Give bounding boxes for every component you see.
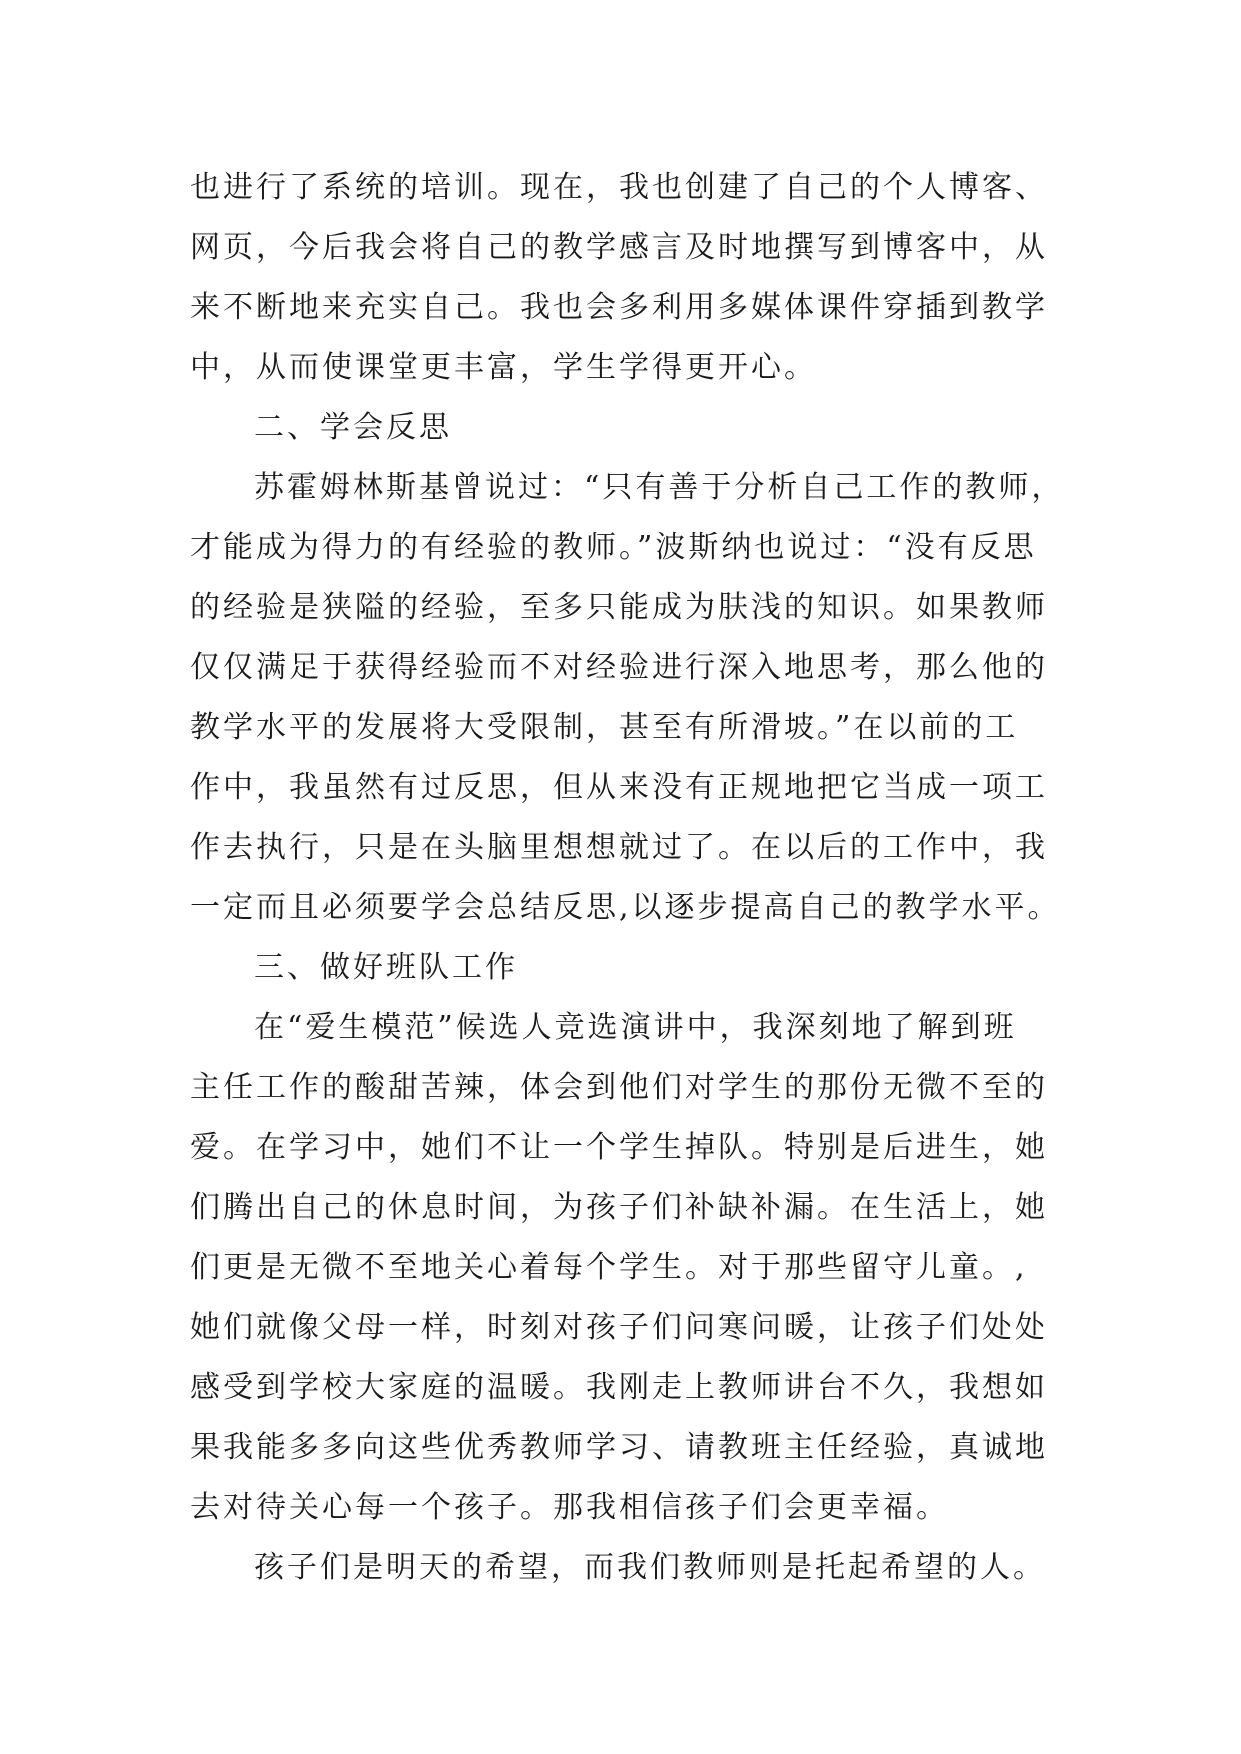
text-line: 们更是无微不至地关心着每个学生。对于那些留守儿童。,	[190, 1250, 1028, 1285]
text-line: 作去执行，只是在头脑里想想就过了。在以后的工作中，我	[190, 830, 1048, 865]
text-line: 教学水平的发展将大受限制，甚至有所滑坡。”在以前的工	[190, 710, 1019, 745]
text-line: 的经验是狭隘的经验，至多只能成为肤浅的知识。如果教师	[190, 590, 1048, 625]
text-line: 苏霍姆林斯基曾说过：“只有善于分析自己工作的教师，	[254, 470, 1065, 505]
text-line: 一定而且必须要学会总结反思,以逐步提高自己的教学水平。	[190, 890, 1061, 925]
text-line: 也进行了系统的培训。现在，我也创建了自己的个人博客、	[190, 170, 1048, 205]
text-line: 才能成为得力的有经验的教师。”波斯纳也说过：“没有反思	[190, 530, 1037, 565]
section-heading: 二、学会反思	[254, 410, 452, 445]
text-line: 网页，今后我会将自己的教学感言及时地撰写到博客中，从	[190, 230, 1048, 265]
text-line: 她们就像父母一样，时刻对孩子们问寒问暖，让孩子们处处	[190, 1310, 1048, 1345]
text-line: 爱。在学习中，她们不让一个学生掉队。特别是后进生，她	[190, 1130, 1048, 1165]
text-line: 在“爱生模范”候选人竞选演讲中，我深刻地了解到班	[254, 1010, 1017, 1045]
text-line: 作中，我虽然有过反思，但从来没有正规地把它当成一项工	[190, 770, 1048, 805]
text-line: 孩子们是明天的希望，而我们教师则是托起希望的人。	[254, 1550, 1046, 1585]
text-line: 主任工作的酸甜苦辣，体会到他们对学生的那份无微不至的	[190, 1070, 1048, 1105]
body-text	[190, 158, 1070, 1598]
section-heading: 三、做好班队工作	[254, 950, 518, 985]
text-line: 们腾出自己的休息时间，为孩子们补缺补漏。在生活上，她	[190, 1190, 1048, 1225]
text-line: 果我能多多向这些优秀教师学习、请教班主任经验，真诚地	[190, 1430, 1048, 1465]
text-line: 来不断地来充实自己。我也会多利用多媒体课件穿插到教学	[190, 290, 1048, 325]
text-line: 去对待关心每一个孩子。那我相信孩子们会更幸福。	[190, 1490, 949, 1525]
text-line: 感受到学校大家庭的温暖。我刚走上教师讲台不久，我想如	[190, 1370, 1048, 1405]
text-line: 中，从而使课堂更丰富，学生学得更开心。	[190, 350, 817, 385]
text-line: 仅仅满足于获得经验而不对经验进行深入地思考，那么他的	[190, 650, 1048, 685]
